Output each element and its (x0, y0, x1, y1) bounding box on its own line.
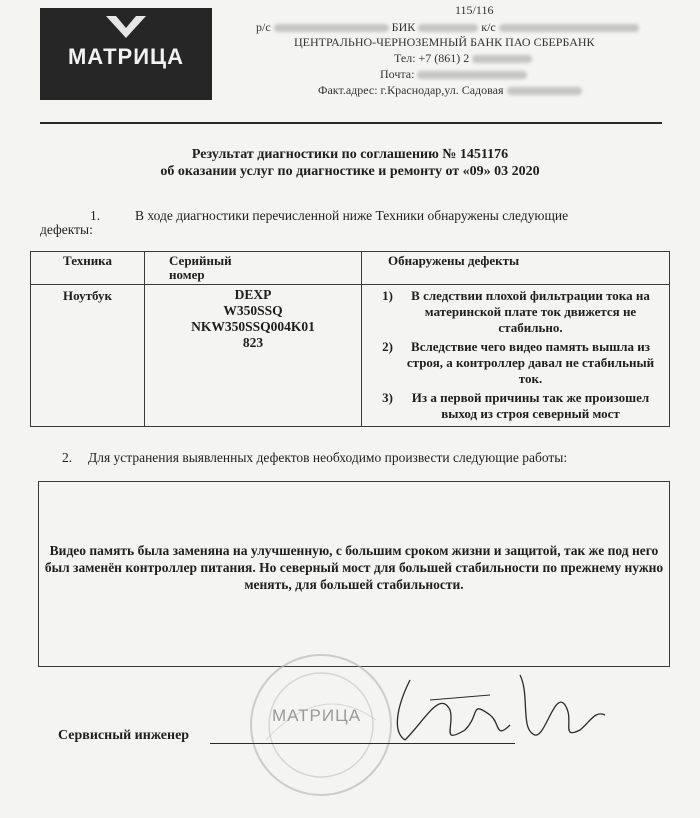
bik-label: БИК (391, 20, 416, 34)
serial-line: NKW350SSQ004K01 (191, 319, 315, 334)
works-box (38, 481, 670, 667)
list-item (369, 339, 662, 387)
account-label: р/с (256, 20, 271, 34)
section1-number: 1. (90, 208, 101, 223)
serial-line: W350SSQ (223, 303, 283, 318)
header-serial-line2: номер (169, 267, 205, 282)
phone-line (394, 51, 532, 66)
document-subtitle: об оказании услуг по диагностике и ремонту от «09» 03 2020 (160, 164, 540, 179)
document-title: Результат диагностики по соглашению № 1451176 (191, 147, 509, 162)
defect-text: Вследствие чего видео память вышла из строя, а контроллер давал не стабильный ток. (406, 339, 655, 386)
page-number: 115/116 (455, 3, 494, 17)
defect-text: В следствии плохой фильтрации тока на материнской плате ток движется не стабильно. (411, 288, 650, 335)
address: Факт.адрес: г.Краснодар,ул. Садовая (318, 83, 504, 97)
engineer-label: Сервисный инженер (58, 728, 190, 743)
defect-text: Из а первой причины так же произошел выход из строя северный мост (411, 390, 650, 421)
signature-scribble-icon (370, 660, 610, 760)
cell-defects (362, 285, 670, 427)
defect-number: 2) (382, 339, 393, 354)
header-serial (145, 252, 362, 285)
defect-number: 3) (382, 390, 393, 405)
defect-number: 1) (382, 288, 393, 303)
section2-number: 2. (62, 450, 73, 465)
cell-serial (145, 285, 362, 427)
section1-text: В ходе диагностики перечисленной ниже Техники обнаружены следующие (135, 208, 569, 223)
serial-line: 823 (242, 335, 264, 350)
company-logo (40, 8, 212, 100)
mail-line (380, 67, 527, 82)
table-header-row (31, 252, 670, 285)
address-line (318, 83, 582, 98)
header-equipment: Техника (31, 252, 145, 285)
list-item (369, 390, 662, 422)
cell-equipment: Ноутбук (31, 285, 145, 427)
bank-name: ЦЕНТРАЛЬНО-ЧЕРНОЗЕМНЫЙ БАНК ПАО СБЕРБАНК (294, 35, 595, 49)
header-divider (40, 122, 662, 124)
stamp-text: МАТРИЦА (272, 706, 362, 725)
table-row (31, 285, 670, 427)
bank-details-line (256, 20, 639, 35)
serial-line: DEXP (234, 287, 272, 302)
section2-text: Для устранения выявленных дефектов необходимо произвести следующие работы: (88, 450, 568, 465)
header-defects: Обнаружены дефекты (362, 252, 670, 285)
logo-text: МАТРИЦА (67, 44, 184, 69)
works-text: Видео память была заменяна на улучшенную, с большим сроком жизни и защитой, так же под него был заменён контроллер питания. Но северный мост для большей стабильности по прежнему нужно менять, для большей стабильности. (44, 543, 664, 592)
mail-label: Почта: (380, 67, 415, 81)
defects-list (363, 286, 668, 422)
header-serial-line1: Серийный (169, 253, 232, 268)
section1-text-cont: дефекты: (40, 222, 93, 237)
defects-table (30, 251, 670, 427)
list-item (369, 288, 662, 336)
ks-label: к/с (481, 20, 496, 34)
phone: Тел: +7 (861) 2 (394, 51, 470, 65)
